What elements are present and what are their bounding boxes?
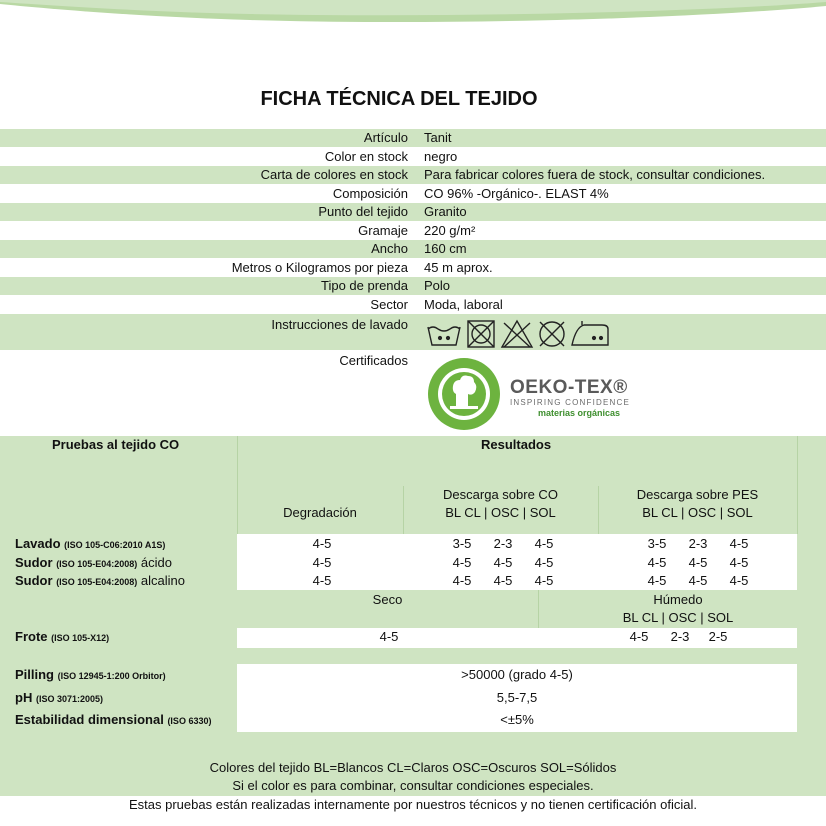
co-osc: 4-5 (493, 555, 513, 570)
degradacion-value: 4-5 (312, 536, 332, 551)
pes-osc: 2-3 (688, 536, 708, 551)
spec-label: Color en stock (324, 149, 408, 164)
spec-value: Tanit (424, 130, 452, 145)
spec-value: Granito (424, 204, 467, 219)
pes-bl-cl: 4-5 (647, 573, 667, 588)
test-standard: (ISO 105-X12) (51, 633, 110, 643)
certificates-row (0, 350, 826, 436)
spec-row (0, 295, 826, 313)
oeko-tex-tagline: INSPIRING CONFIDENCE (510, 398, 631, 407)
test-standard: (ISO 12945-1:200 Orbitor) (57, 671, 166, 681)
humedo-bl-cl: 4-5 (629, 629, 649, 644)
spec-label: Ancho (371, 241, 408, 256)
col-co-sub: BL CL | OSC | SOL (445, 505, 556, 520)
no-tumble-dry-icon (468, 321, 494, 347)
oeko-tex-organic: materias orgánicas (538, 408, 621, 418)
pes-bl-cl: 3-5 (647, 536, 667, 551)
oeko-tex-logo (510, 378, 630, 419)
test-standard: (ISO 6330) (167, 716, 212, 726)
co-sol: 4-5 (534, 555, 554, 570)
test-name: Lavado (15, 536, 61, 551)
spec-value: 45 m aprox. (424, 260, 493, 275)
co-bl-cl: 3-5 (452, 536, 472, 551)
gots-logo (426, 354, 504, 434)
frote-humedo-sub: BL CL | OSC | SOL (622, 610, 734, 625)
co-sol: 4-5 (534, 573, 554, 588)
test-result: >50000 (grado 4-5) (461, 667, 573, 682)
spec-label: Carta de colores en stock (260, 167, 408, 182)
washing-row (0, 314, 826, 350)
spec-row (0, 277, 826, 295)
frote-seco-value: 4-5 (379, 629, 399, 644)
spec-value: Moda, laboral (424, 297, 503, 312)
spec-row (0, 258, 826, 276)
humedo-sol: 2-5 (708, 629, 728, 644)
frote-seco-label: Seco (372, 592, 403, 607)
test-name: Sudor (15, 573, 53, 588)
header-swoosh (0, 0, 826, 40)
co-sol: 4-5 (534, 536, 554, 551)
spec-row (0, 240, 826, 258)
tests-header-left: Pruebas al tejido CO (52, 437, 180, 452)
humedo-osc: 2-3 (670, 629, 690, 644)
pes-osc: 4-5 (688, 555, 708, 570)
spec-label: Sector (370, 297, 408, 312)
frote-humedo-label: Húmedo (653, 592, 703, 607)
no-dry-clean-icon (540, 322, 564, 346)
footer-notes (0, 759, 826, 814)
spec-row (0, 184, 826, 202)
footer-note: Si el color es para combinar, consultar condiciones especiales. (232, 778, 594, 793)
col-pes: Descarga sobre PES (636, 487, 759, 502)
spec-label: Tipo de prenda (321, 278, 408, 293)
test-suffix: ácido (140, 555, 172, 570)
col-degradacion: Degradación (283, 505, 357, 520)
degradacion-value: 4-5 (312, 555, 332, 570)
spec-row (0, 147, 826, 165)
test-standard: (ISO 105-C06:2010 A1S) (64, 540, 166, 550)
spec-row (0, 221, 826, 239)
tests-header-right: Resultados (481, 437, 552, 452)
page-title: FICHA TÉCNICA DEL TEJIDO (260, 88, 538, 110)
test-result: 5,5-7,5 (496, 690, 538, 705)
spec-row (0, 129, 826, 147)
test-result: <±5% (500, 712, 534, 727)
col-co: Descarga sobre CO (443, 487, 558, 502)
co-bl-cl: 4-5 (452, 573, 472, 588)
certificates-label: Certificados (339, 353, 408, 368)
wash-30-icon (428, 327, 460, 345)
test-standard: (ISO 105-E04:2008) (56, 559, 138, 569)
spec-value: CO 96% -Orgánico-. ELAST 4% (424, 186, 609, 201)
oeko-tex-text: OEKO-TEX® (510, 377, 628, 398)
co-osc: 4-5 (493, 573, 513, 588)
test-name: Estabilidad dimensional (15, 712, 164, 727)
washing-label: Instrucciones de lavado (271, 317, 408, 332)
test-name: pH (15, 690, 33, 705)
footer-legend: Colores del tejido BL=Blancos CL=Claros OSC=Oscuros SOL=Sólidos (209, 760, 617, 775)
test-name: Sudor (15, 555, 53, 570)
iron-medium-icon (572, 321, 608, 345)
spec-value: 160 cm (424, 241, 467, 256)
test-suffix: alcalino (140, 573, 185, 588)
spec-value: Para fabricar colores fuera de stock, consultar condiciones. (424, 167, 766, 182)
degradacion-value: 4-5 (312, 573, 332, 588)
test-standard: (ISO 3071:2005) (35, 694, 104, 704)
care-symbols (424, 317, 614, 349)
pes-sol: 4-5 (729, 555, 749, 570)
spec-row (0, 203, 826, 221)
spec-label: Metros o Kilogramos por pieza (231, 260, 408, 275)
col-pes-sub: BL CL | OSC | SOL (642, 505, 753, 520)
co-osc: 2-3 (493, 536, 513, 551)
spec-value: negro (424, 149, 458, 164)
spec-value: 220 g/m² (424, 223, 476, 238)
pes-sol: 4-5 (729, 573, 749, 588)
spec-label: Gramaje (358, 223, 408, 238)
pes-osc: 4-5 (688, 573, 708, 588)
spec-label: Composición (332, 186, 408, 201)
pes-bl-cl: 4-5 (647, 555, 667, 570)
spec-row (0, 166, 826, 184)
spec-label: Artículo (363, 130, 408, 145)
footer-disclaimer: Estas pruebas están realizadas internamente por nuestros técnicos y no tienen certificación oficial. (129, 797, 697, 812)
spec-label: Punto del tejido (318, 204, 408, 219)
test-standard: (ISO 105-E04:2008) (56, 577, 138, 587)
no-bleach-icon (502, 321, 532, 347)
spec-value: Polo (424, 278, 451, 293)
test-name: Pilling (15, 667, 54, 682)
co-bl-cl: 4-5 (452, 555, 472, 570)
pes-sol: 4-5 (729, 536, 749, 551)
test-name: Frote (15, 629, 48, 644)
